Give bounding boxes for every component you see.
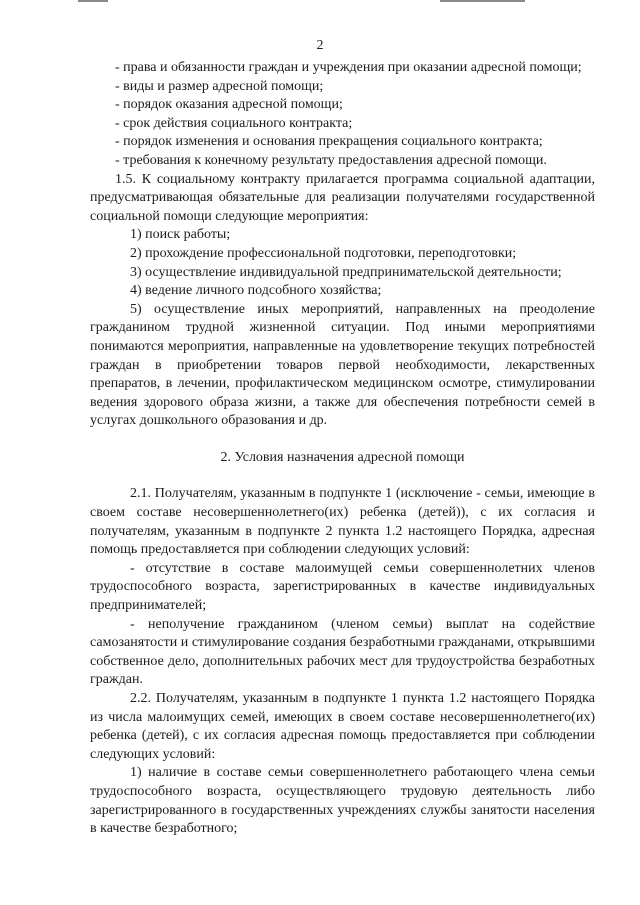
- paragraph: 2.1. Получателям, указанным в подпункте 1 (исключение - семьи, имеющие в своем составе несовершеннолетнего(их) ребенка (детей)), с их согласия и получателям, указанным в подпункте 2 пункта 1.2 настоящего Порядка, адресная помощь предоставляется при соблюдении следующих условий:: [90, 486, 595, 558]
- paragraph: - неполучение гражданином (членом семьи) выплат на содействие самозанятости и стимулирование создания безработными гражданами, открывшими собственное дело, дополнительных рабочих мест для трудоустройства безработных граждан.: [90, 616, 595, 688]
- document-body: [90, 59, 595, 839]
- paragraph: 5) осуществление иных мероприятий, направленных на преодоление гражданином трудной жизненной ситуации. Под иными мероприятиями понимаются мероприятия, направленные на удовлетворение текущих потребностей граждан в приобретении товаров первой необходимости, лекарственных препаратов, в лечении, профилактическом медицинском осмотре, стимулировании ведения здорового образа жизни, а также для обеспечения потребности семей в услугах дошкольного образования и др.: [90, 301, 595, 429]
- paragraph: - порядок оказания адресной помощи;: [115, 97, 343, 113]
- paragraph: - порядок изменения и основания прекращения социального контракта;: [115, 134, 543, 150]
- paragraph: 4) ведение личного подсобного хозяйства;: [130, 283, 382, 299]
- paragraph: 2.2. Получателям, указанным в подпункте 1 пункта 1.2 настоящего Порядка из числа малоимущих семей, имеющих в своем составе несовершеннолетнего(их) ребенка (детей), с их согласия адресная помощь предоставляется при соблюдении следующих условий:: [90, 691, 595, 762]
- paragraph: 2) прохождение профессиональной подготовки, переподготовки;: [130, 245, 517, 261]
- paragraph: - отсутствие в составе малоимущей семьи совершеннолетних членов трудоспособного возраста, зарегистрированных в качестве индивидуальных предпринимателей;: [90, 560, 595, 614]
- paragraph: 1.5. К социальному контракту прилагается программа социальной адаптации, предусматривающая обязательные для реализации получателями государственной социальной помощи следующие мероприятия:: [90, 171, 595, 224]
- paragraph: - права и обязанности граждан и учреждения при оказании адресной помощи;: [115, 60, 582, 75]
- paragraph: - виды и размер адресной помощи;: [115, 78, 324, 94]
- paragraph: 1) поиск работы;: [130, 227, 231, 243]
- paragraph: - требования к конечному результату предоставления адресной помощи.: [115, 152, 547, 168]
- paragraph: 3) осуществление индивидуальной предпринимательской деятельности;: [130, 264, 562, 280]
- scan-edge-mark-right: [440, 0, 525, 2]
- scan-edge-mark-left: [78, 0, 108, 2]
- paragraph: 1) наличие в составе семьи совершеннолетнего работающего члена семьи трудоспособного возраста, осуществляющего трудовую деятельность либо зарегистрированного в государственных учреждениях службы занятости населения в качестве безработного;: [90, 765, 595, 837]
- section-heading: 2. Условия назначения адресной помощи: [220, 449, 465, 465]
- paragraph: - срок действия социального контракта;: [115, 115, 353, 131]
- page-number: 2: [316, 38, 324, 53]
